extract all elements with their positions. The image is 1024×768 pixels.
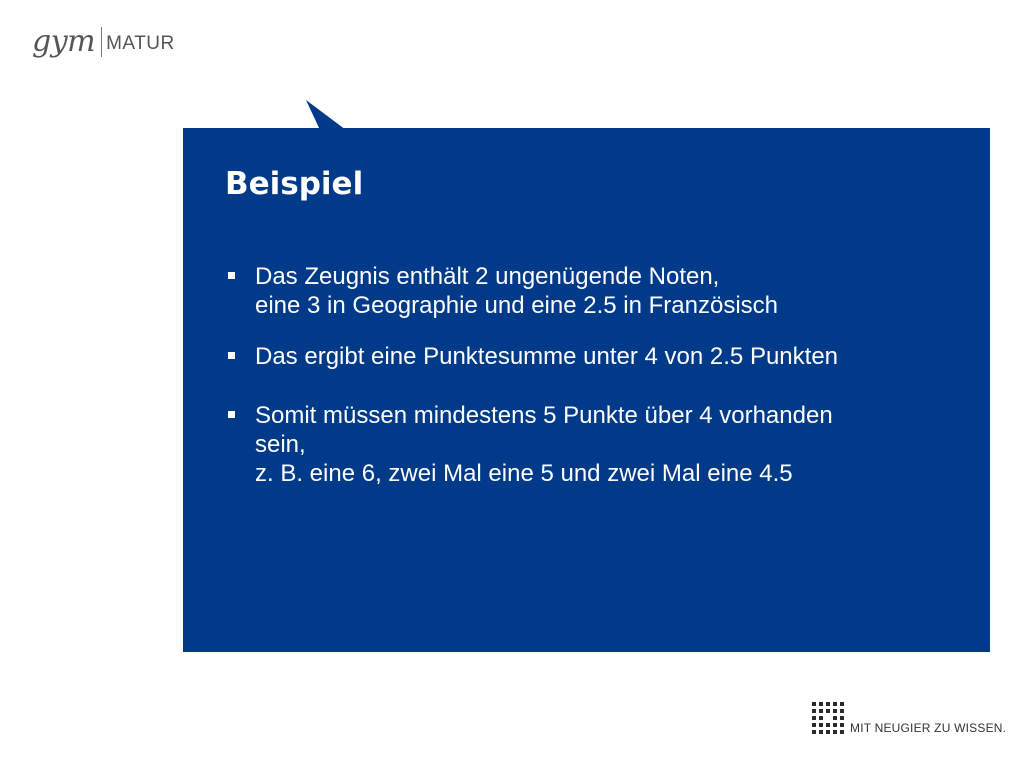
bullet-line: Das ergibt eine Punktesumme unter 4 von 2.5 Punkten (255, 343, 839, 370)
square-bullet-icon (228, 411, 235, 418)
bullet-line: z. B. eine 6, zwei Mal eine 5 und zwei Mal eine 4.5 (255, 460, 793, 487)
logo-matur-text: MATUR (106, 32, 175, 54)
bullet-item (228, 262, 968, 320)
speech-pointer-icon (306, 100, 346, 130)
square-bullet-icon (228, 352, 235, 359)
bullet-item (228, 342, 968, 371)
bullet-line: Das Zeugnis enthält 2 ungenügende Noten, (255, 263, 720, 290)
footer-slogan: MIT NEUGIER ZU WISSEN. (850, 721, 1007, 735)
gymmatur-logo (32, 22, 175, 62)
logo-divider (101, 27, 102, 57)
logo-gym-text: gym (32, 24, 96, 59)
bullet-line: sein, (255, 431, 306, 458)
bullet-list (228, 262, 968, 488)
bullet-item (228, 401, 968, 488)
footer-branding (812, 702, 1006, 734)
bullet-line: eine 3 in Geographie und eine 2.5 in Französisch (255, 292, 779, 319)
bullet-line: Somit müssen mindestens 5 Punkte über 4 vorhanden (255, 402, 833, 429)
slide-title: Beispiel (225, 166, 364, 202)
dot-grid-icon (812, 702, 844, 734)
square-bullet-icon (228, 272, 235, 279)
